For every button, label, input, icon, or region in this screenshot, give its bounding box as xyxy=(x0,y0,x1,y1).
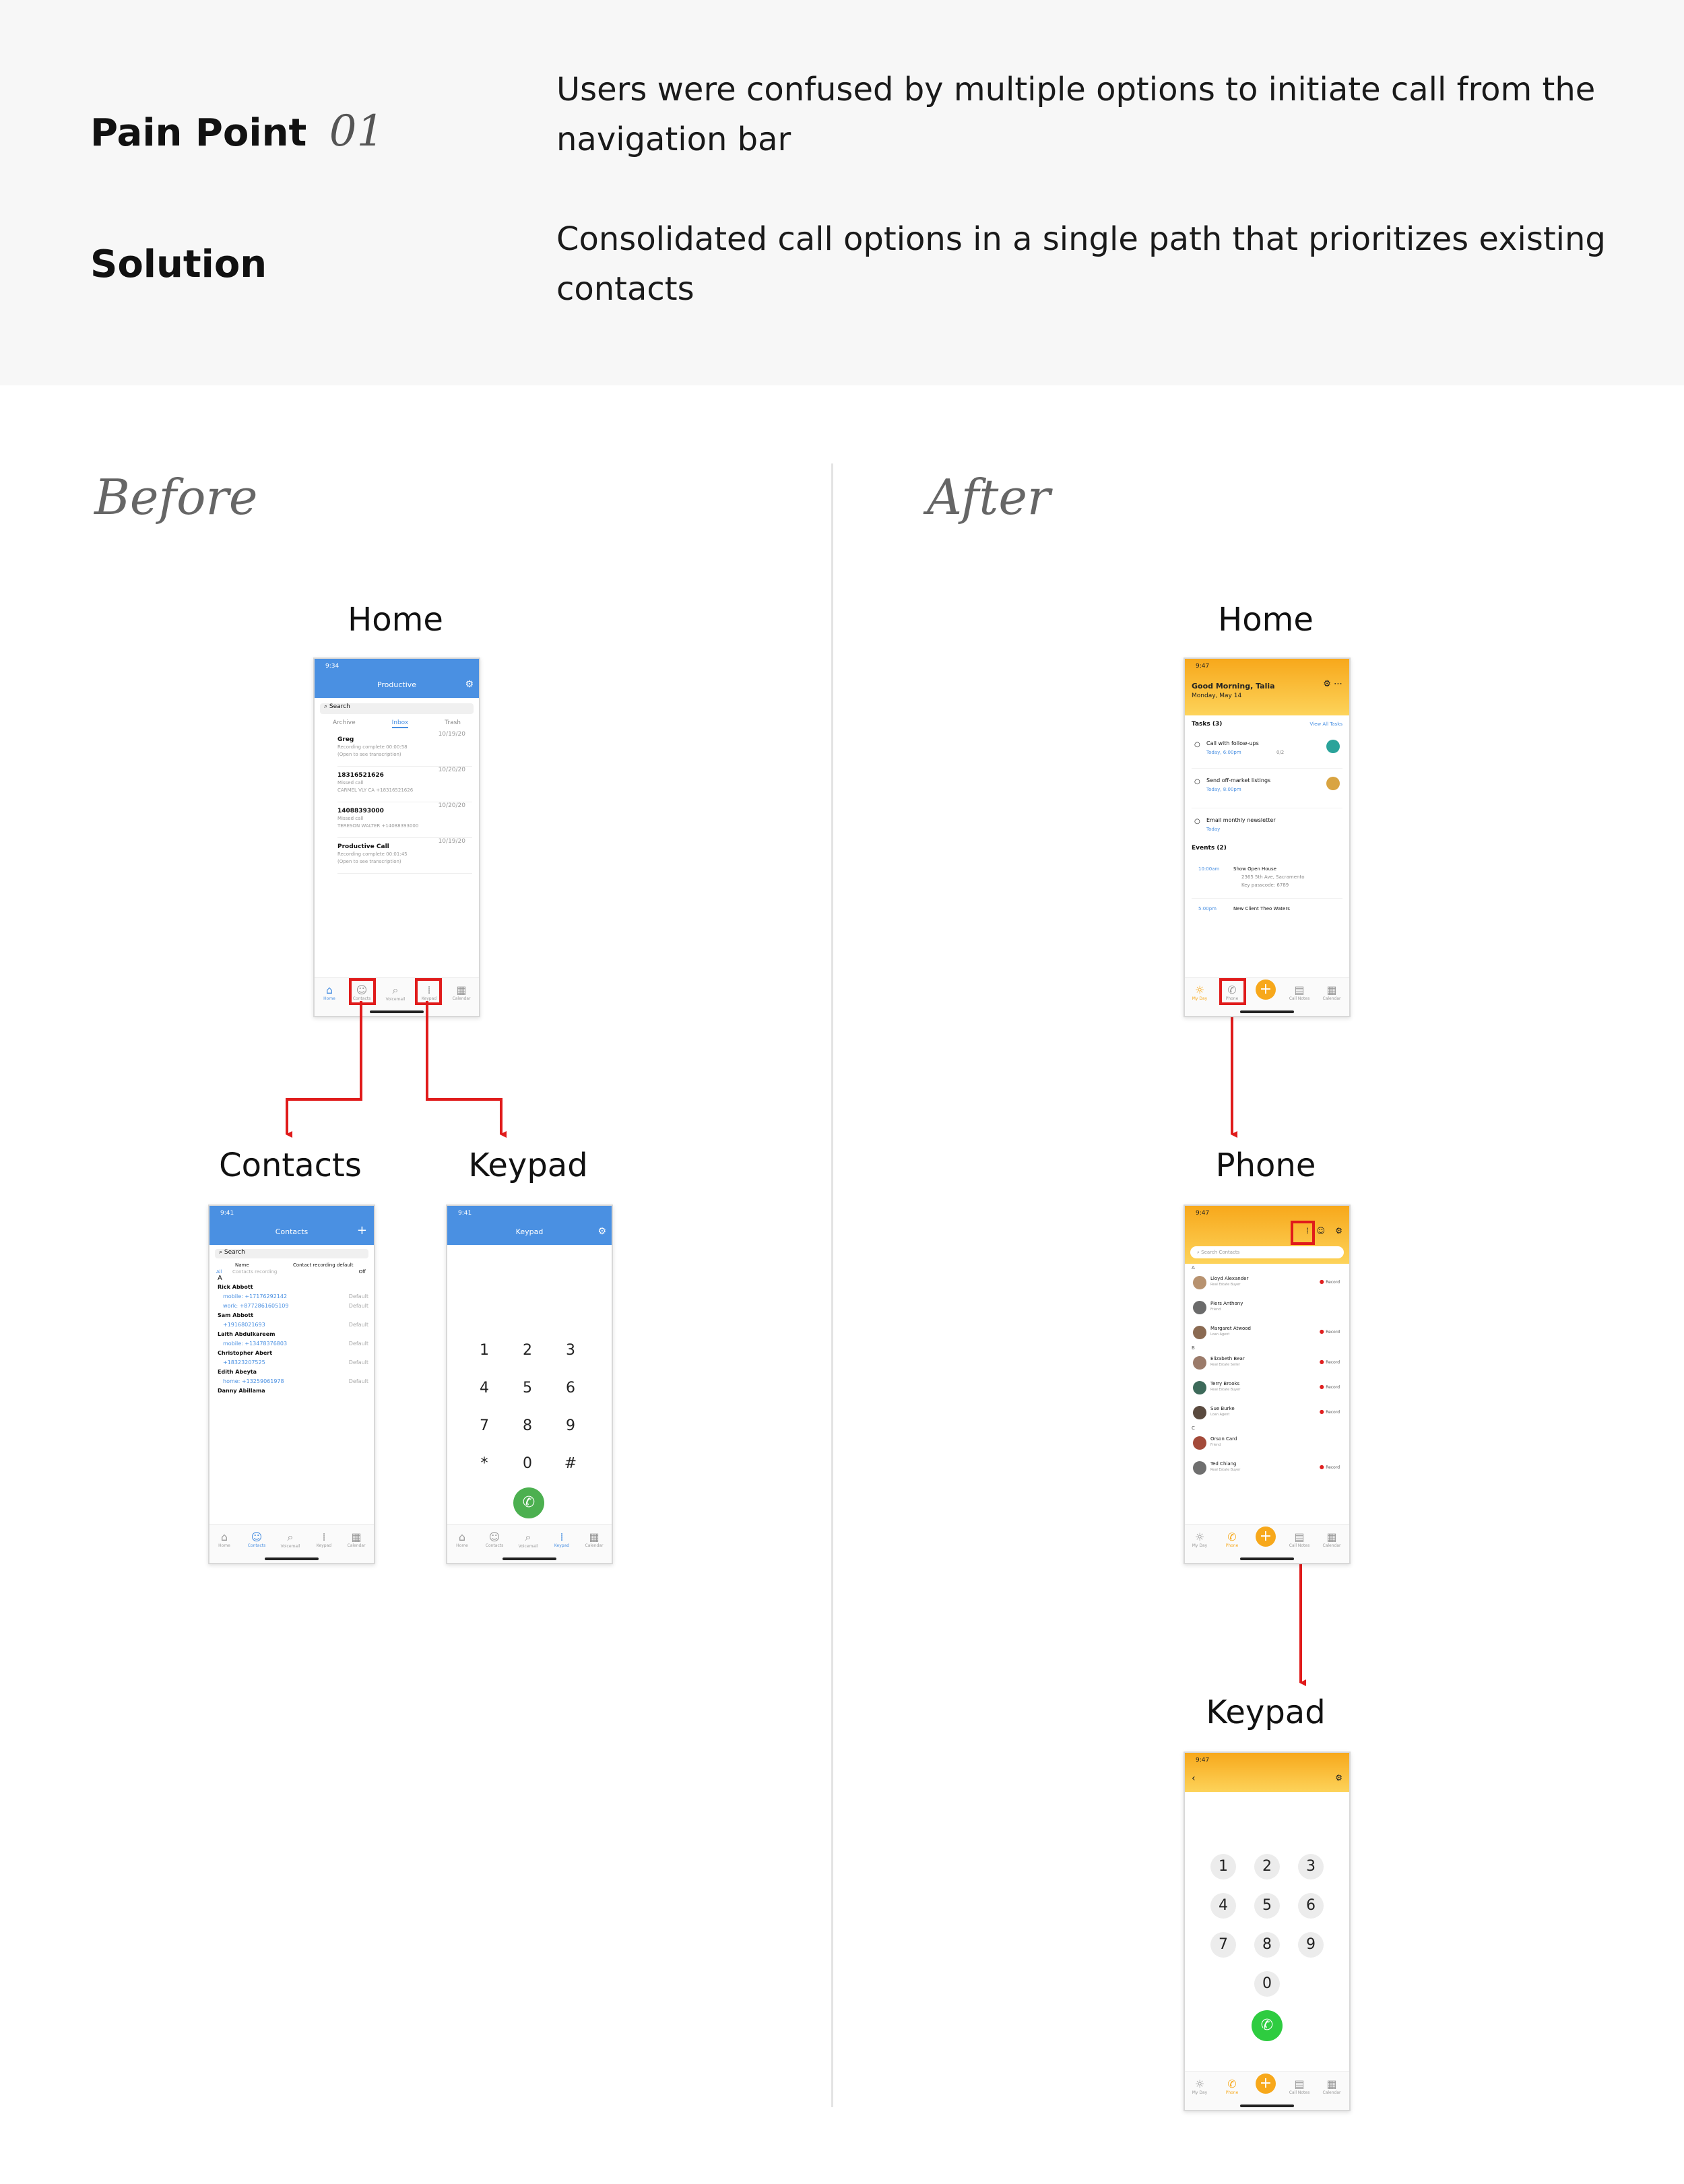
default-select[interactable]: Default xyxy=(348,1378,368,1384)
contact-row[interactable] xyxy=(1192,1320,1342,1345)
item-date: 10/19/20 xyxy=(438,731,465,738)
tab-label: Phone xyxy=(1225,2090,1239,2095)
item-line1: Missed call xyxy=(337,780,364,785)
item-name: 18316521626 xyxy=(337,772,384,779)
avatar xyxy=(1193,1461,1206,1475)
view-all-link[interactable]: View All Tasks xyxy=(1309,721,1342,727)
contact-sub: Real Estate Buyer xyxy=(1210,1468,1241,1472)
highlight-phone-tab xyxy=(1219,978,1246,1005)
contact-sub: Friend xyxy=(1210,1308,1221,1312)
contact-name: Sue Burke xyxy=(1210,1406,1235,1411)
event-card[interactable] xyxy=(1192,899,1342,919)
avatar xyxy=(1193,1301,1206,1314)
key-star[interactable]: * xyxy=(480,1455,488,1472)
contact-row[interactable] xyxy=(218,1311,368,1320)
key-6[interactable]: 6 xyxy=(1298,1893,1324,1919)
item-line2: (Open to see transcription) xyxy=(337,859,401,864)
event-title: New Client Theo Waters xyxy=(1233,906,1290,911)
call-button[interactable] xyxy=(1252,2010,1283,2041)
search-input[interactable] xyxy=(1190,1246,1344,1258)
tab-label: Call Notes xyxy=(1289,2090,1310,2095)
section-letter: C xyxy=(1192,1425,1195,1431)
tab-label: Contacts xyxy=(485,1543,504,1548)
after-phone-screen xyxy=(1184,1205,1351,1564)
key-5[interactable]: 5 xyxy=(523,1380,532,1396)
phone-text: home: +13259061978 xyxy=(223,1378,284,1384)
default-select[interactable]: Default xyxy=(348,1359,368,1366)
default-select[interactable]: Default xyxy=(348,1341,368,1347)
events-title: Events (2) xyxy=(1192,845,1227,852)
tab-calendar[interactable]: ▦ Calendar xyxy=(581,1531,608,1549)
tab-label: My Day xyxy=(1192,996,1208,1001)
record-text: Record xyxy=(1326,1360,1340,1365)
filter-sub[interactable]: Contacts recording xyxy=(232,1269,278,1275)
after-title: After xyxy=(927,469,1051,525)
tab-bar xyxy=(1185,2071,1349,2110)
avatar xyxy=(1193,1436,1206,1450)
before-home-label: Home xyxy=(348,601,443,639)
key-6[interactable]: 6 xyxy=(566,1380,575,1396)
tab-calendar[interactable]: ▦ Calendar xyxy=(1318,2078,1345,2096)
settings-icon[interactable]: ⚙ ⋯ xyxy=(1323,679,1342,689)
home-indicator xyxy=(1240,1010,1294,1013)
key-9[interactable]: 9 xyxy=(1298,1932,1324,1958)
phone-icon: ✆ xyxy=(1260,2017,1274,2034)
keypad-icon[interactable]: ⁞ xyxy=(1306,1226,1309,1235)
filter-all[interactable]: All xyxy=(216,1269,222,1275)
item-line2: TERESON WALTER +14088393000 xyxy=(337,823,419,829)
tab-phone[interactable]: ✆ Phone xyxy=(1219,984,1245,1002)
tab-label: Keypad xyxy=(554,1543,570,1548)
tab-label: Home xyxy=(456,1543,468,1548)
add-button[interactable]: + xyxy=(1256,979,1276,1000)
item-line1: Recording complete 00:00:58 xyxy=(337,744,408,750)
tab-label: My Day xyxy=(1192,2090,1208,2095)
item-date: 10/20/20 xyxy=(438,802,465,809)
tab-voicemail[interactable]: ⌕ Voicemail xyxy=(277,1531,304,1549)
event-line1: 2365 5th Ave, Sacramento xyxy=(1241,874,1305,880)
before-contacts-screen xyxy=(208,1205,375,1564)
app-title: Contacts xyxy=(275,1227,309,1236)
section-letter: B xyxy=(1192,1345,1195,1351)
tab-keypad[interactable]: ⁞ Keypad xyxy=(416,984,443,1002)
gear-icon[interactable]: ⚙ xyxy=(465,679,474,690)
contacts-header xyxy=(209,1206,374,1245)
task-card[interactable] xyxy=(1192,769,1342,808)
contact-row[interactable] xyxy=(218,1330,368,1339)
contact-sub: Loan Agent xyxy=(1210,1332,1230,1337)
record-badge: ● Record xyxy=(1319,1464,1340,1470)
date-text: Monday, May 14 xyxy=(1192,693,1242,699)
tab-keypad[interactable]: ⁞ Keypad xyxy=(548,1531,575,1549)
contact-row[interactable] xyxy=(1192,1456,1342,1481)
default-select[interactable]: Default xyxy=(348,1293,368,1299)
key-7[interactable]: 7 xyxy=(1210,1932,1236,1958)
contact-phone[interactable] xyxy=(218,1339,368,1349)
phone-text: +19168021693 xyxy=(223,1322,265,1328)
section-letter: A xyxy=(1192,1265,1195,1271)
back-icon[interactable]: ‹ xyxy=(1192,1773,1196,1784)
contact-name: Edith Abeyta xyxy=(218,1369,257,1375)
record-text: Record xyxy=(1326,1385,1340,1390)
search-input[interactable] xyxy=(215,1249,368,1258)
tab-bar xyxy=(447,1524,612,1563)
item-line2: CARMEL VLY CA +18316521626 xyxy=(337,788,414,793)
after-keypad-header xyxy=(1185,1753,1349,1792)
task-title: Send off-market listings xyxy=(1206,777,1271,783)
tab-inbox[interactable]: Inbox xyxy=(392,719,409,728)
key-3[interactable]: 3 xyxy=(566,1342,575,1359)
event-time: 5:00pm xyxy=(1198,906,1217,911)
contact-phone[interactable] xyxy=(218,1302,368,1311)
task-card[interactable] xyxy=(1192,732,1342,769)
home-indicator xyxy=(1240,2105,1294,2107)
status-time: 9:41 xyxy=(458,1210,472,1217)
contact-row[interactable] xyxy=(1192,1351,1342,1376)
contact-row[interactable] xyxy=(218,1386,368,1396)
tab-bar xyxy=(209,1524,374,1563)
key-3[interactable]: 3 xyxy=(1298,1854,1324,1880)
tab-call-notes[interactable]: ▤ Call Notes xyxy=(1286,984,1313,1002)
search-placeholder: Search xyxy=(329,703,350,710)
solution-label: Solution xyxy=(90,243,267,286)
search-placeholder: Search Contacts xyxy=(1201,1250,1240,1255)
contact-sub: Real Estate Buyer xyxy=(1210,1388,1241,1392)
task-card[interactable] xyxy=(1192,808,1342,842)
call-button[interactable] xyxy=(513,1487,544,1518)
record-text: Record xyxy=(1326,1280,1340,1285)
key-2[interactable]: 2 xyxy=(1254,1854,1280,1880)
contact-name: Christopher Abert xyxy=(218,1350,273,1356)
avatar xyxy=(1193,1276,1206,1289)
key-4[interactable]: 4 xyxy=(480,1380,489,1396)
tab-bar xyxy=(1185,977,1349,1016)
col-default: Contact recording default xyxy=(293,1262,354,1268)
tab-label: Contacts xyxy=(247,1543,266,1548)
tab-calendar[interactable]: ▦ Calendar xyxy=(1318,1531,1345,1549)
tab-phone[interactable]: ✆ Phone xyxy=(1219,1531,1245,1549)
tab-label: Calendar xyxy=(347,1543,366,1548)
item-line1: Recording complete 00:01:45 xyxy=(337,852,408,857)
contact-name: Piers Anthony xyxy=(1210,1301,1243,1306)
status-time: 9:47 xyxy=(1196,1210,1210,1217)
tab-bar xyxy=(1185,1524,1349,1563)
tab-voicemail[interactable]: ⌕ Voicemail xyxy=(382,984,409,1002)
search-placeholder: Search xyxy=(224,1249,245,1256)
task-title: Email monthly newsletter xyxy=(1206,817,1276,823)
tab-label: Calendar xyxy=(1322,2090,1341,2095)
tab-call-notes[interactable]: ▤ Call Notes xyxy=(1286,1531,1313,1549)
contact-row[interactable] xyxy=(1192,1431,1342,1456)
contact-sub: Real Estate Seller xyxy=(1210,1363,1240,1367)
key-hash[interactable]: # xyxy=(564,1455,577,1472)
col-name: Name xyxy=(235,1262,249,1268)
tab-label: Call Notes xyxy=(1289,1543,1310,1548)
key-8[interactable]: 8 xyxy=(1254,1932,1280,1958)
after-keypad-screen xyxy=(1184,1752,1351,2111)
tab-contacts[interactable]: ☺ Contacts xyxy=(348,984,375,1002)
tab-home[interactable]: ⌂ Home xyxy=(211,1531,238,1549)
tab-contacts[interactable]: ☺ Contacts xyxy=(481,1531,508,1549)
tab-trash[interactable]: Trash xyxy=(445,719,461,726)
tab-archive[interactable]: Archive xyxy=(332,719,356,726)
arrow-to-keypad xyxy=(427,1001,501,1134)
tasks-header xyxy=(1185,715,1349,732)
task-when: Today, 6:00pm xyxy=(1206,750,1241,755)
search-icon: ⌕ xyxy=(324,703,328,710)
item-line2: (Open to see transcription) xyxy=(337,752,401,757)
after-home-label: Home xyxy=(1218,601,1314,639)
status-time: 9:41 xyxy=(220,1210,234,1217)
default-select[interactable]: Default xyxy=(348,1322,368,1328)
record-text: Record xyxy=(1326,1410,1340,1415)
home-indicator xyxy=(265,1557,319,1560)
contact-name: Sam Abbott xyxy=(218,1312,254,1318)
gear-icon[interactable]: ⚙ xyxy=(597,1226,606,1237)
phone-text: work: +8772861605109 xyxy=(223,1303,289,1309)
tasks-list xyxy=(1185,732,1349,842)
contact-row[interactable] xyxy=(1192,1376,1342,1401)
tab-call-notes[interactable]: ▤ Call Notes xyxy=(1286,2078,1313,2096)
item-date: 10/20/20 xyxy=(438,767,465,773)
status-time: 9:34 xyxy=(325,663,339,670)
contact-name: Lloyd Alexander xyxy=(1210,1276,1249,1281)
item-name: 14088393000 xyxy=(337,808,384,814)
contact-row[interactable] xyxy=(218,1283,368,1292)
contacts-columns xyxy=(209,1262,374,1283)
contact-name: Rick Abbott xyxy=(218,1284,253,1290)
tab-label: Calendar xyxy=(585,1543,604,1548)
tab-label: Voicemail xyxy=(385,997,406,1002)
tab-label: Voicemail xyxy=(280,1544,300,1549)
add-contact-icon[interactable]: ☺ xyxy=(1316,1226,1325,1235)
contact-name: Ted Chiang xyxy=(1210,1461,1237,1467)
events-list xyxy=(1185,855,1349,919)
before-contacts-label: Contacts xyxy=(219,1147,362,1184)
contact-row[interactable] xyxy=(1192,1401,1342,1425)
phone-header xyxy=(1185,1206,1349,1264)
section-letter: A xyxy=(218,1275,222,1282)
tab-keypad[interactable]: ⁞ Keypad xyxy=(311,1531,337,1549)
search-icon: ⌕ xyxy=(1197,1250,1200,1255)
add-button[interactable]: + xyxy=(1256,1527,1276,1547)
contact-name: Terry Brooks xyxy=(1210,1381,1240,1386)
before-keypad-screen xyxy=(446,1205,613,1564)
key-1[interactable]: 1 xyxy=(480,1342,489,1359)
phone-icon: ✆ xyxy=(522,1494,536,1511)
tab-label: Call Notes xyxy=(1289,996,1310,1001)
key-4[interactable]: 4 xyxy=(1210,1893,1236,1919)
avatar xyxy=(1193,1406,1206,1419)
checkbox-icon[interactable]: ○ xyxy=(1194,778,1200,785)
record-text: Record xyxy=(1326,1465,1340,1470)
key-8[interactable]: 8 xyxy=(523,1417,532,1434)
highlight-keypad-icon xyxy=(1291,1221,1315,1245)
key-0[interactable]: 0 xyxy=(1254,1971,1280,1997)
tab-my-day[interactable]: ☼ My Day xyxy=(1186,984,1213,1002)
avatar xyxy=(1193,1356,1206,1370)
contact-phone[interactable] xyxy=(218,1358,368,1368)
task-title: Call with follow-ups xyxy=(1206,740,1259,746)
tab-label: Phone xyxy=(1225,996,1239,1001)
key-5[interactable]: 5 xyxy=(1254,1893,1280,1919)
phone-text: mobile: +13478376803 xyxy=(223,1341,288,1347)
tab-contacts[interactable]: ☺ Contacts xyxy=(243,1531,270,1549)
filter-off[interactable]: Off xyxy=(358,1269,366,1275)
contact-name: Margaret Atwood xyxy=(1210,1326,1251,1331)
tab-calendar[interactable]: ▦ Calendar xyxy=(448,984,475,1002)
settings-icon[interactable]: ⚙ xyxy=(1335,1226,1342,1235)
keypad-header xyxy=(447,1206,612,1245)
tab-label: Keypad xyxy=(316,1543,332,1548)
event-time: 10:00am xyxy=(1198,866,1220,872)
home-indicator xyxy=(1240,1557,1294,1560)
tab-home[interactable]: ⌂ Home xyxy=(449,1531,476,1549)
task-when: Today, 8:00pm xyxy=(1206,787,1241,792)
contact-name: Orson Card xyxy=(1210,1436,1237,1442)
contact-row[interactable] xyxy=(218,1349,368,1358)
tab-label: Phone xyxy=(1225,1543,1239,1548)
contact-phone[interactable] xyxy=(218,1320,368,1330)
contact-sub: Loan Agent xyxy=(1210,1413,1230,1417)
add-button[interactable]: + xyxy=(1256,2074,1276,2094)
event-card[interactable] xyxy=(1192,855,1342,899)
tab-label: Home xyxy=(323,996,335,1001)
item-name: Greg xyxy=(337,736,354,743)
item-line1: Missed call xyxy=(337,816,364,821)
status-time: 9:47 xyxy=(1196,1757,1210,1764)
tab-label: Voicemail xyxy=(518,1544,538,1549)
home-indicator xyxy=(503,1557,556,1560)
after-home-header xyxy=(1185,659,1349,715)
before-title: Before xyxy=(94,469,258,525)
contact-sub: Real Estate Buyer xyxy=(1210,1283,1241,1287)
tab-label: Home xyxy=(218,1543,230,1548)
tab-label: Calendar xyxy=(1322,996,1341,1001)
event-line2: Key passcode: 6789 xyxy=(1241,882,1289,888)
tab-label: Contacts xyxy=(352,996,371,1001)
contacts-list xyxy=(209,1283,374,1396)
contact-name: Danny Abillama xyxy=(218,1388,265,1394)
greeting: Good Morning, Talia xyxy=(1192,682,1275,690)
tab-home[interactable]: ⌂ Home xyxy=(316,984,343,1002)
key-2[interactable]: 2 xyxy=(523,1342,532,1359)
checkbox-icon[interactable]: ○ xyxy=(1194,741,1200,748)
tab-my-day[interactable]: ☼ My Day xyxy=(1186,1531,1213,1549)
record-badge: ● Record xyxy=(1319,1279,1340,1285)
key-0[interactable]: 0 xyxy=(523,1455,532,1472)
contact-name: Laith Abdulkareem xyxy=(218,1331,276,1337)
before-keypad-label: Keypad xyxy=(468,1147,588,1184)
contact-sub: Friend xyxy=(1210,1443,1221,1447)
key-7[interactable]: 7 xyxy=(480,1417,489,1434)
after-phone-label: Phone xyxy=(1215,1147,1316,1184)
app-title: Productive xyxy=(377,680,417,689)
tab-calendar[interactable]: ▦ Calendar xyxy=(1318,984,1345,1002)
event-title: Show Open House xyxy=(1233,866,1276,872)
tab-label: Calendar xyxy=(1322,1543,1341,1548)
avatar xyxy=(1326,777,1340,790)
settings-icon[interactable]: ⚙ xyxy=(1335,1773,1342,1782)
pain-point-label-text: Pain Point xyxy=(90,111,307,155)
avatar xyxy=(1193,1326,1206,1339)
contact-name: Elizabeth Bear xyxy=(1210,1356,1245,1361)
record-badge: ● Record xyxy=(1319,1384,1340,1390)
after-keypad-label: Keypad xyxy=(1206,1694,1326,1731)
add-icon[interactable]: + xyxy=(356,1223,367,1238)
task-extra: 0/2 xyxy=(1276,750,1285,755)
tab-my-day[interactable]: ☼ My Day xyxy=(1186,2078,1213,2096)
phone-contacts xyxy=(1185,1264,1349,1482)
contact-row[interactable] xyxy=(218,1368,368,1377)
tab-label: My Day xyxy=(1192,1543,1208,1548)
record-badge: ● Record xyxy=(1319,1409,1340,1415)
tab-label: Keypad xyxy=(421,996,437,1001)
default-select[interactable]: Default xyxy=(348,1303,368,1309)
avatar xyxy=(1326,740,1340,753)
tab-calendar[interactable]: ▦ Calendar xyxy=(343,1531,370,1549)
item-name: Productive Call xyxy=(337,843,389,850)
pain-point-number: 01 xyxy=(329,106,385,156)
phone-text: mobile: +17176292142 xyxy=(223,1293,288,1299)
after-home-screen xyxy=(1184,657,1351,1017)
key-9[interactable]: 9 xyxy=(566,1417,575,1434)
record-text: Record xyxy=(1326,1330,1340,1335)
tab-voicemail[interactable]: ⌕ Voicemail xyxy=(515,1531,542,1549)
key-1[interactable]: 1 xyxy=(1210,1854,1236,1880)
contact-phone[interactable] xyxy=(218,1292,368,1302)
search-icon: ⌕ xyxy=(219,1249,223,1256)
record-badge: ● Record xyxy=(1319,1328,1340,1335)
tab-phone[interactable]: ✆ Phone xyxy=(1219,2078,1245,2096)
status-time: 9:47 xyxy=(1196,663,1210,670)
avatar xyxy=(1193,1381,1206,1394)
phone-text: +18323207525 xyxy=(223,1359,265,1366)
record-badge: ● Record xyxy=(1319,1359,1340,1365)
pain-point-text: Users were confused by multiple options to initiate call from the navigation bar xyxy=(556,71,1596,158)
tasks-title: Tasks (3) xyxy=(1192,721,1223,728)
contact-row[interactable] xyxy=(1192,1295,1342,1320)
app-title: Keypad xyxy=(515,1227,544,1236)
contact-row[interactable] xyxy=(1192,1271,1342,1295)
checkbox-icon[interactable]: ○ xyxy=(1194,818,1200,825)
tab-label: Calendar xyxy=(452,996,471,1001)
item-date: 10/19/20 xyxy=(438,838,465,845)
arrow-to-contacts xyxy=(287,1001,361,1134)
solution-text: Consolidated call options in a single path that prioritizes existing contacts xyxy=(556,220,1606,308)
contact-phone[interactable] xyxy=(218,1377,368,1386)
task-when: Today xyxy=(1206,827,1221,832)
